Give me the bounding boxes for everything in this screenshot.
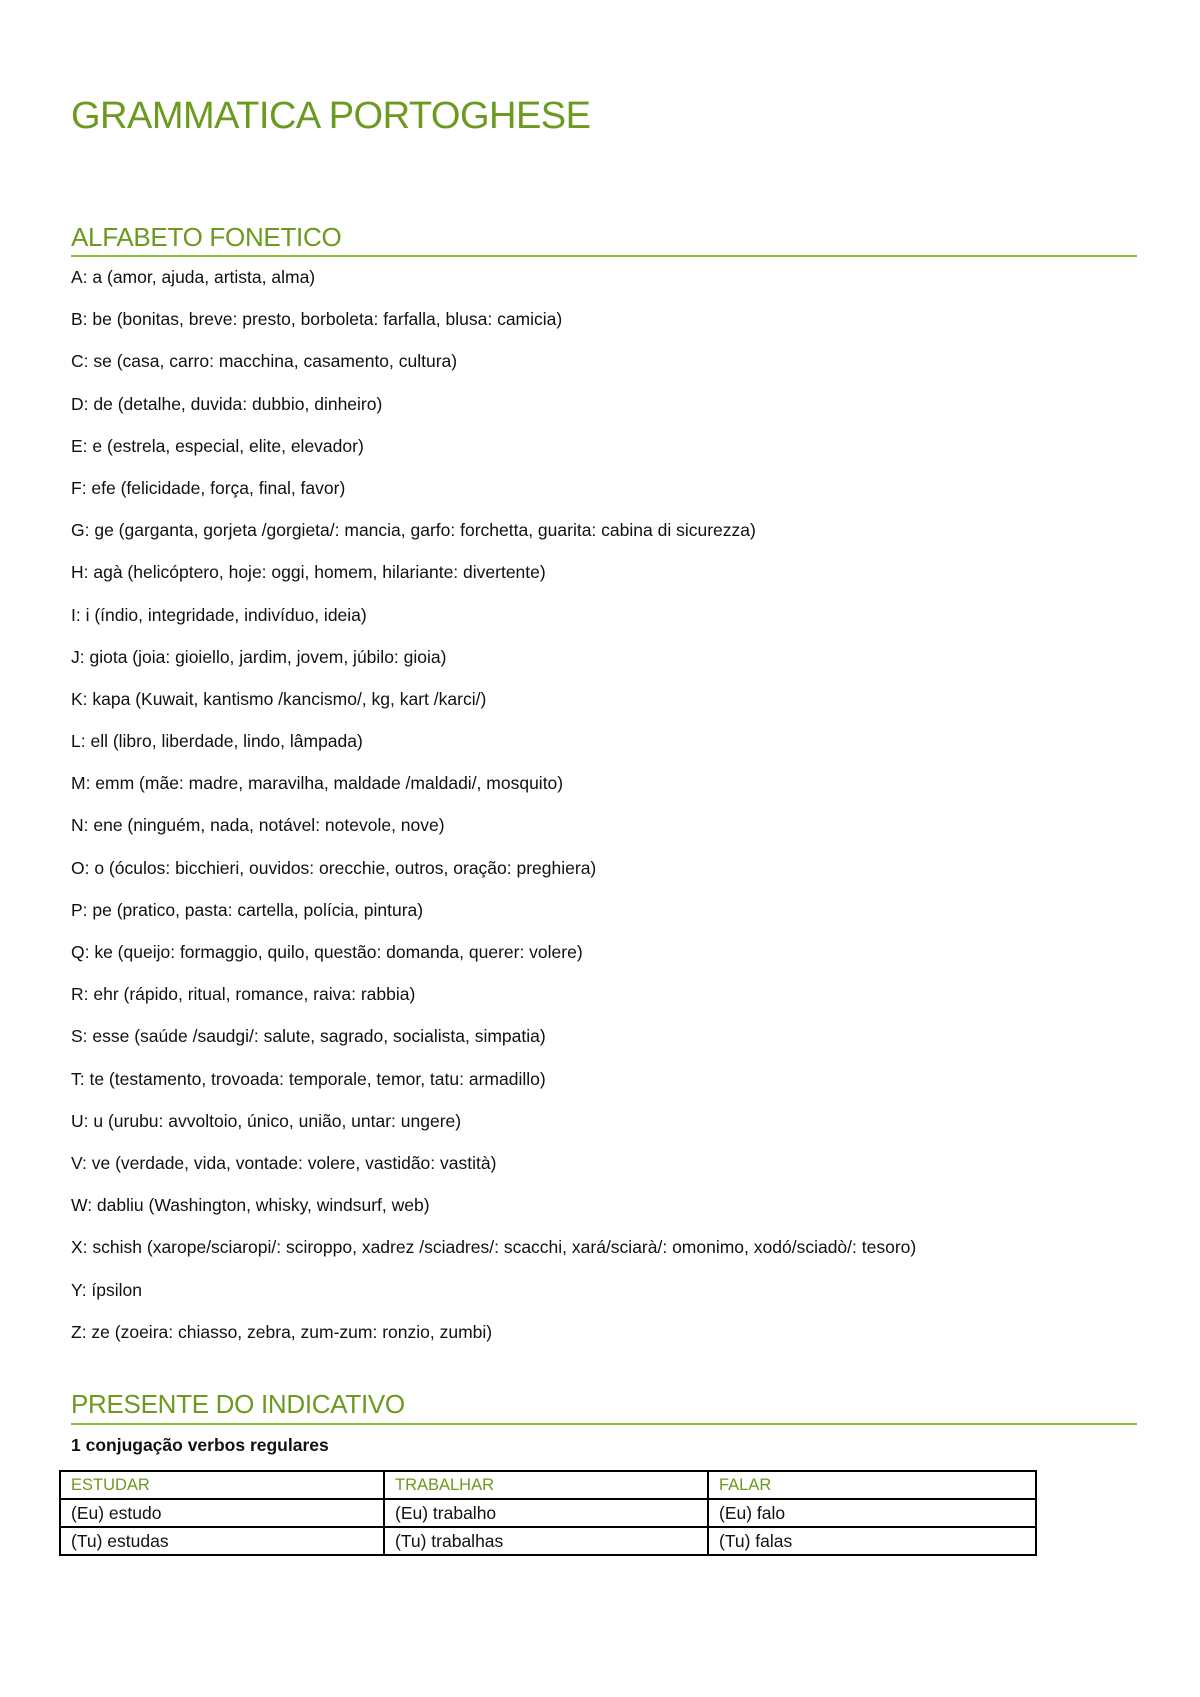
alphabet-entry-d: D: de (detalhe, duvida: dubbio, dinheiro) xyxy=(71,393,383,414)
column-header-estudar: ESTUDAR xyxy=(60,1471,384,1499)
table-cell: (Tu) trabalhas xyxy=(384,1527,708,1555)
table-cell: (Tu) falas xyxy=(708,1527,1036,1555)
alphabet-entry-l: L: ell (libro, liberdade, lindo, lâmpada) xyxy=(71,731,363,752)
column-header-falar: FALAR xyxy=(708,1471,1036,1499)
alphabet-entry-x: X: schish (xarope/sciaropi/: sciroppo, xadrez /sciadres/: scacchi, xará/sciarà/: omonimo, xodó/sciadò/: tesoro) xyxy=(71,1237,917,1258)
alphabet-entry-v: V: ve (verdade, vida, vontade: volere, vastidão: vastità) xyxy=(71,1152,497,1173)
section-divider xyxy=(71,1423,1137,1425)
conjugation-subheading: 1 conjugação verbos regulares xyxy=(71,1435,329,1455)
alphabet-entry-w: W: dabliu (Washington, whisky, windsurf, web) xyxy=(71,1195,430,1216)
alphabet-entry-k: K: kapa (Kuwait, kantismo /kancismo/, kg, kart /karci/) xyxy=(71,688,487,709)
table-cell: (Eu) trabalho xyxy=(384,1499,708,1527)
alphabet-entry-j: J: giota (joia: gioiello, jardim, jovem, júbilo: gioia) xyxy=(71,646,447,667)
alphabet-entry-r: R: ehr (rápido, ritual, romance, raiva: rabbia) xyxy=(71,984,416,1005)
alphabet-entry-u: U: u (urubu: avvoltoio, único, união, untar: ungere) xyxy=(71,1110,462,1131)
alphabet-entry-f: F: efe (felicidade, força, final, favor) xyxy=(71,477,346,498)
alphabet-entry-b: B: be (bonitas, breve: presto, borboleta: farfalla, blusa: camicia) xyxy=(71,309,563,330)
alphabet-entry-s: S: esse (saúde /saudgi/: salute, sagrado, socialista, simpatia) xyxy=(71,1026,546,1047)
alphabet-list xyxy=(71,264,1171,1361)
alphabet-entry-h: H: agà (helicóptero, hoje: oggi, homem, hilariante: divertente) xyxy=(71,562,546,583)
column-header-trabalhar: TRABALHAR xyxy=(384,1471,708,1499)
alphabet-entry-m: M: emm (mãe: madre, maravilha, maldade /maldadi/, mosquito) xyxy=(71,773,564,794)
section-heading-presente: PRESENTE DO INDICATIVO xyxy=(71,1389,405,1419)
alphabet-entry-n: N: ene (ninguém, nada, notável: notevole, nove) xyxy=(71,815,445,836)
alphabet-entry-y: Y: ípsilon xyxy=(71,1279,143,1300)
conjugation-table xyxy=(59,1470,1037,1556)
alphabet-entry-i: I: i (índio, integridade, indivíduo, ideia) xyxy=(71,604,367,625)
alphabet-entry-g: G: ge (garganta, gorjeta /gorgieta/: mancia, garfo: forchetta, guarita: cabina di sicurezza) xyxy=(71,520,756,541)
table-cell: (Tu) estudas xyxy=(60,1527,384,1555)
alphabet-entry-e: E: e (estrela, especial, elite, elevador) xyxy=(71,435,364,456)
table-row xyxy=(60,1499,1036,1527)
alphabet-entry-p: P: pe (pratico, pasta: cartella, polícia, pintura) xyxy=(71,899,424,920)
alphabet-entry-a: A: a (amor, ajuda, artista, alma) xyxy=(71,267,316,287)
section-divider xyxy=(71,255,1137,257)
document-title: GRAMMATICA PORTOGHESE xyxy=(71,95,591,137)
alphabet-entry-o: O: o (óculos: bicchieri, ouvidos: orecchie, outros, oração: preghiera) xyxy=(71,857,597,878)
alphabet-entry-q: Q: ke (queijo: formaggio, quilo, questão: domanda, querer: volere) xyxy=(71,942,583,962)
section-heading-alfabeto: ALFABETO FONETICO xyxy=(71,222,342,252)
table-cell: (Eu) falo xyxy=(708,1499,1036,1527)
table-header-row xyxy=(60,1471,1036,1499)
table-row xyxy=(60,1527,1036,1555)
table-cell: (Eu) estudo xyxy=(60,1499,384,1527)
alphabet-entry-c: C: se (casa, carro: macchina, casamento, cultura) xyxy=(71,351,458,372)
alphabet-entry-z: Z: ze (zoeira: chiasso, zebra, zum-zum: ronzio, zumbi) xyxy=(71,1321,493,1342)
alphabet-entry-t: T: te (testamento, trovoada: temporale, temor, tatu: armadillo) xyxy=(71,1068,546,1089)
